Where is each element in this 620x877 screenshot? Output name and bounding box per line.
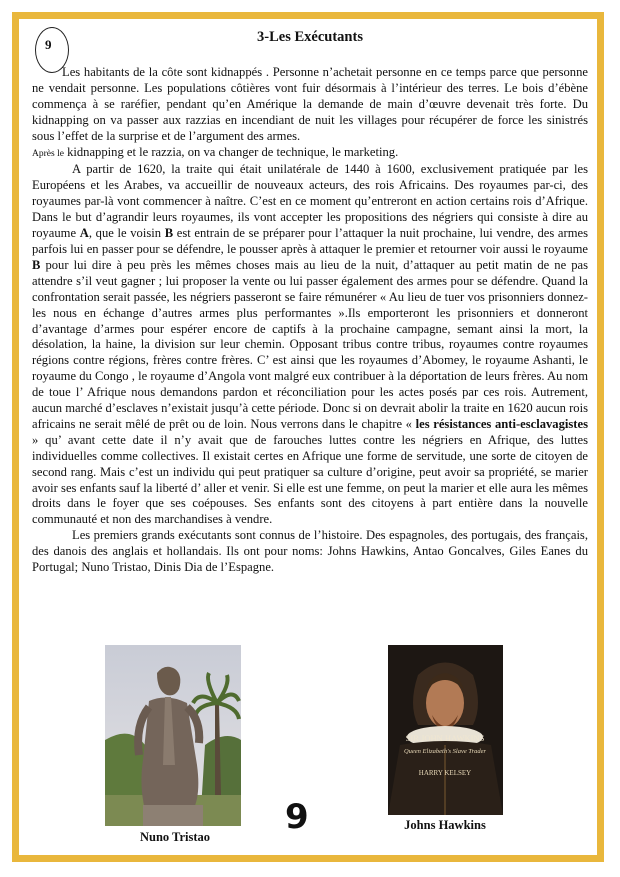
john-hawkins-book-cover-image	[388, 645, 503, 815]
paragraph-1-end: kidnapping et le razzia, on va changer de technique, le marketing.	[63, 144, 399, 159]
paragraph-3: Les premiers grands exécutants sont connus de l’histoire. Des espagnoles, des portugais, des français, des danois des anglais et hollandais. Ils ont pour noms: Johns Hawkins, Antao Goncalves, Giles Eanes du Portugal; Nuno Tristao, Dinis Dia de l’Espagne.	[32, 528, 588, 575]
book-cover-title: SIR JOHN HAWKINS	[405, 733, 485, 743]
caption-nuno-tristao: Nuno Tristao	[139, 830, 211, 844]
nuno-tristao-statue-image	[105, 645, 241, 826]
paragraph-1-small: Après le	[32, 148, 64, 159]
body-text	[32, 65, 588, 576]
page-number: 9	[285, 797, 309, 837]
paragraph-2-text-a: A partir de 1620, la traite qui était unilatérale de 1440 à 1600, exclusivement pratiquée par les Européens et les Arabes, va accueillir de nouveaux acteurs, des rois Africains. Des royaumes par-ci, des royaumes par-là vont commencer à naître. C’est en ce moment qu’entreront en action certains rois d’Afrique. Dans le but d’agrandir leurs royaumes, ils vont accepter les propositions des négriers qui consiste à dire au royaume	[32, 162, 588, 241]
paragraph-2-text-c: est entrain de se préparer pour l’attaquer la nuit prochaine, lui vendre, des armes parfois lui en passer pour se défendre, le pousser après à attaquer le premier et retourner voir aussi le royaume	[32, 226, 588, 256]
book-cover-author: HARRY KELSEY	[418, 769, 472, 777]
page-badge-number: 9	[45, 37, 52, 52]
paragraph-2-text-d: pour lui dire à peu près les mêmes choses mais au lieu de la nuit, d’attaquer au petit matin de ne pas attendre s’il veut gagner ; lui proposer la vente ou lui passer également des armes pour se défendre. Quand la confrontation serait passée, les négriers passeront se faire rémunérer « Au lieu de tuer vos prisonniers donnez-les nous en échange d’autres armes plus performantes ».Ils emporteront les prisonniers et donneront d’avantage d’armes pour espérer encore de captifs à la prochaine campagne, semant ainsi la mort, la désolation, la haine, la division sur leur chemin. Opposant tribus contre tribus, royaumes contre royaumes régions contre régions, frères contre frères. C’ est ainsi que les royaumes d’Abomey, le royaume Ashanti, le royaume du Congo , le royaume d’Angola vont malgré eux contribuer à la déportation de leurs frères. Au nom de toue l’ Afrique nous demandons pardon et réconciliation pour les actes posés par ces rois. Autrement, aucun marché d’esclaves n’existait jusqu’à cette période. Donc si on devrait abolir la traite en 1620 aucun rois africains ne serait mêlé de prêt ou de loin. Nous verrons dans le chapitre «	[32, 257, 588, 431]
book-cover-subtitle: Queen Elizabeth's Slave Trader	[403, 748, 487, 755]
paragraph-1	[32, 65, 588, 162]
paragraph-2	[32, 162, 588, 528]
paragraph-2-text-e: » qu’ avant cette date il n’y avait que de farouches luttes contre les négriers en Afrique, des luttes individuelles comme collectives. Il existait certes en Afrique une forme de servitude, une sorte de citoyen de second rang. Mais c’est un individu qui peut pratiquer sa culture d’origine, peut avoir sa propriété, se marier avoir ses enfants sauf la liberté d’ aller et venir. Si elle est une femme, on peut la marier et elle aura les mêmes droits dans le foyer que ses coépouses. Ses enfants sont des citoyens à part entière dans la nouvelle communauté et non des marchandises à vendre.	[32, 432, 588, 527]
section-title: 3-Les Exécutants	[257, 29, 363, 45]
kingdom-b-2: B	[32, 257, 41, 272]
paragraph-1-text: Les habitants de la côte sont kidnappés . Personne n’achetait personne en ce temps parce que personne ne vendait personne. Les populations côtières vont fuir désormais à l’intérieur des terres. Le bois d’ébène commença à se raréfier, pendant qu’en Amérique la demande de main d’œuvre devenait très forte. Du kidnapping on va passer aux razzias en incendiant de nuit les villages pour récupérer de force les sinistrés sous l’effet de la surprise et de l’argument des armes.	[32, 65, 588, 143]
kingdom-b: B	[164, 226, 174, 241]
paragraph-2-text-b: , que le voisin	[88, 226, 165, 241]
chapter-reference: les résistances anti-esclavagistes	[415, 416, 588, 431]
book-cover	[388, 645, 503, 815]
caption-johns-hawkins: Johns Hawkins	[404, 818, 486, 832]
statue-photo	[105, 645, 241, 826]
kingdom-a: A	[79, 226, 89, 241]
